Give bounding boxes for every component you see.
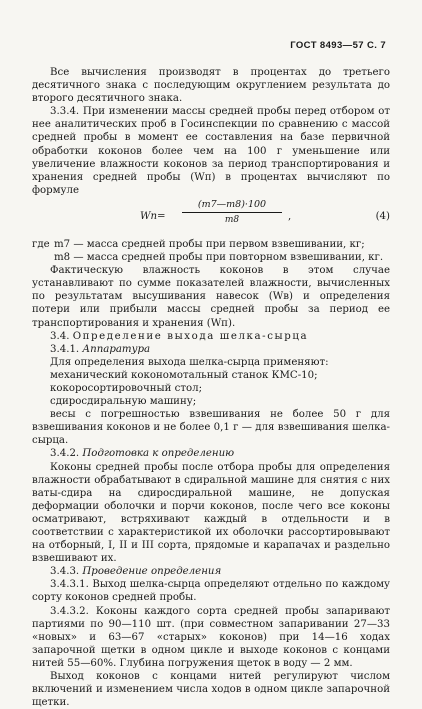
equipment-item-2: кокоросортировочный стол;: [50, 382, 203, 394]
where-line-1: [32, 238, 390, 251]
formula-lhs: Wп=: [140, 210, 166, 222]
paragraph-actual-moisture: Фактическую влажность коконов в этом случае устанавливают по сумме показателей влажности, вычисленных по результатам высушивания навесок (Wв) и определения потери или прибыли массы средней пробы за период ее транспортирования и хранения (Wп).: [32, 265, 390, 329]
paragraph-calculation-note: Все вычисления производят в процентах до третьего десятичного знака с последующим округлением результата до второго десятичного знака.: [32, 67, 390, 105]
equipment-item-3: сдиросдиральную машину;: [50, 396, 197, 408]
formula-number: (4): [375, 210, 390, 222]
section-3-4-2-title: Подготовка к определению: [82, 448, 235, 460]
section-3-4-3-heading: [32, 565, 390, 578]
paragraph-equipment-intro: Для определения выхода шелка-сырца применяют:: [50, 356, 329, 368]
section-3-4-heading: [32, 330, 390, 343]
section-3-4-3-number: 3.4.3.: [50, 566, 80, 578]
section-3-4-2-number: 3.4.2.: [50, 448, 80, 460]
paragraph-3-4-3-1: 3.4.3.1. Выход шелка-сырца определяют отдельно по каждому сорту коконов средней пробы.: [32, 579, 390, 604]
section-3-4-number: 3.4.: [50, 330, 70, 342]
where-line-2: [32, 251, 390, 264]
paragraph-cocoon-output-regulation: Выход коконов с концами нитей регулируют числом включений и изменением числа ходов в одном цикле запарочной щетки.: [32, 671, 390, 709]
where-m8-definition: m8 — масса средней пробы при повторном взвешивании, кг.: [54, 252, 384, 264]
paragraph-3-3-4: 3.3.4. При изменении массы средней пробы перед отбором от нее аналитических проб в Госинспекции по сравнению с массой средней пробы в момент ее составления на базе первичной обработки коконов более чем на 100 г уменьшение или увеличение влажности коконов за период транспортирования и хранения средней пробы (Wп) в процентах вычисляют по формуле: [32, 106, 390, 196]
section-3-4-2-heading: [32, 447, 390, 460]
formula-comma: ,: [288, 210, 292, 222]
section-3-4-1-heading: [32, 343, 390, 356]
where-spacer: [32, 251, 54, 264]
document-body: [32, 66, 390, 709]
where-m7-definition: m7 — масса средней пробы при первом взвешивании, кг;: [54, 238, 365, 250]
equipment-item-1: механический кокономотальный станок КМС-10;: [50, 369, 318, 381]
formula-fraction: [182, 198, 282, 227]
paragraph-scales: весы с погрешностью взвешивания не более 50 г для взвешивания коконов и не более 0,1 г — для взвешивания шелка-сырца.: [32, 409, 390, 447]
paragraph-3-4-3-2: 3.4.3.2. Коконы каждого сорта средней пробы запаривают партиями по 90—110 шт. (при совместном запаривании 27—33 «новых» и 63—67 «старых» коконов) при 14—16 ходах запарочной щетки в одном цикле и выходе коконов с концами нитей 55—60%. Глубина погружения щеток в воду — 2 мм.: [32, 605, 390, 669]
page-header: ГОСТ 8493—57 С. 7: [290, 40, 386, 51]
equipment-list: [32, 369, 390, 408]
section-3-4-title: Определение выхода шелка-сырца: [72, 330, 309, 342]
paragraph-preparation: Коконы средней пробы после отбора пробы для определения влажности обрабатывают в сдиральной машине для снятия с них ваты-сдира на сдиросдиральной машине, не допуская деформации оболочки и порчи коконов, после чего все коконы осматривают, встряхивают каждый в отдельности и в соответствии с характеристикой их оболочки рассортировывают на отборный, I, II и III сорта, прядомые и карапачах и раздельно взвешивают их.: [32, 461, 390, 565]
where-label: где: [32, 238, 50, 250]
section-3-4-1-title: Аппаратура: [82, 343, 151, 355]
section-3-4-1-number: 3.4.1.: [50, 343, 80, 355]
formula-4: [32, 198, 390, 236]
formula-numerator: (m7—m8)·100: [182, 198, 282, 213]
section-3-4-3-title: Проведение определения: [82, 566, 222, 578]
formula-denominator: m8: [224, 215, 240, 226]
